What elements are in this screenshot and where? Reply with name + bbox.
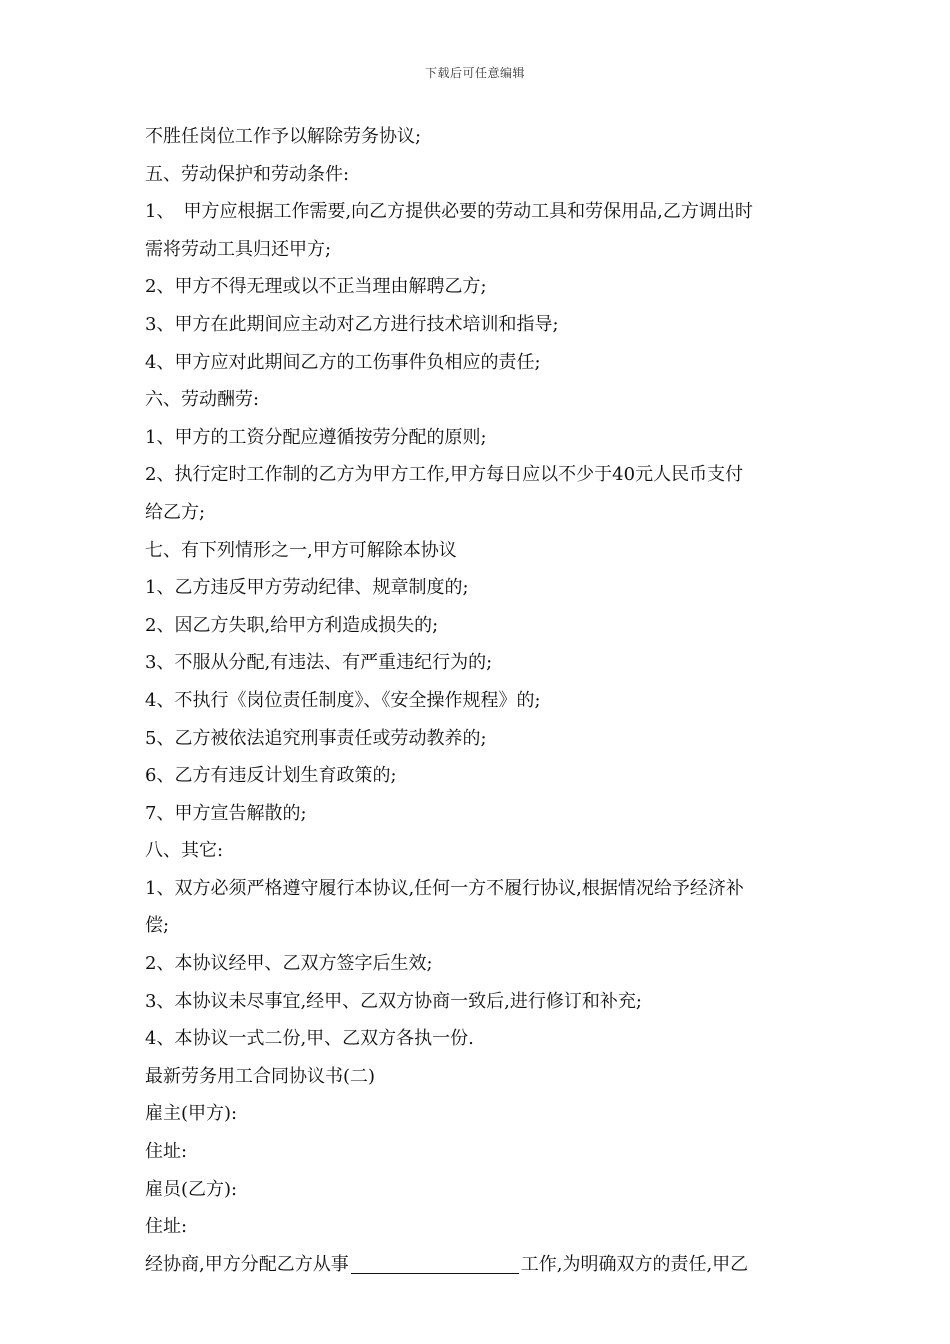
- text-line: 2、因乙方失职,给甲方利造成损失的;: [145, 614, 439, 636]
- page-header: 下载后可任意编辑: [424, 66, 525, 80]
- text-line: 5、乙方被依法追究刑事责任或劳动教养的;: [145, 727, 487, 749]
- text-line: 偿;: [145, 915, 170, 937]
- fill-in-blank: [351, 1255, 519, 1274]
- text-line: 3、本协议未尽事宜,经甲、乙双方协商一致后,进行修订和补充;: [145, 990, 642, 1012]
- section-heading: 八、其它:: [145, 840, 224, 862]
- text-line: 4、不执行《岗位责任制度》、《安全操作规程》的;: [145, 689, 541, 711]
- text-line: 7、甲方宣告解散的;: [145, 802, 307, 824]
- text-line: 1、 甲方应根据工作需要,向乙方提供必要的劳动工具和劳保用品,乙方调出时: [145, 201, 753, 223]
- employee-address-field: 住址:: [145, 1216, 188, 1238]
- text-line: 6、乙方有违反计划生育政策的;: [145, 765, 397, 787]
- section-heading: 五、劳动保护和劳动条件:: [145, 163, 350, 185]
- section-heading: 六、劳动酬劳:: [145, 389, 260, 411]
- text-line: 1、甲方的工资分配应遵循按劳分配的原则;: [145, 426, 487, 448]
- text-fragment: 经协商,甲方分配乙方从事: [145, 1253, 349, 1275]
- text-line: 4、甲方应对此期间乙方的工伤事件负相应的责任;: [145, 351, 541, 373]
- employer-field: 雇主(甲方):: [145, 1103, 238, 1125]
- text-line: 4、本协议一式二份,甲、乙双方各执一份.: [145, 1028, 474, 1050]
- document-title: 最新劳务用工合同协议书(二): [145, 1065, 376, 1087]
- text-line: 3、不服从分配,有违法、有严重违纪行为的;: [145, 652, 493, 674]
- text-line: 1、双方必须严格遵守履行本协议,任何一方不履行协议,根据情况给予经济补: [145, 877, 744, 899]
- text-line: 2、本协议经甲、乙双方签字后生效;: [145, 953, 433, 975]
- text-line: 2、甲方不得无理或以不正当理由解聘乙方;: [145, 276, 487, 298]
- text-line: 不胜任岗位工作予以解除劳务协议;: [145, 126, 422, 147]
- employee-field: 雇员(乙方):: [145, 1178, 238, 1200]
- text-line: 2、执行定时工作制的乙方为甲方工作,甲方每日应以不少于40元人民币支付: [145, 464, 744, 486]
- text-line: 1、乙方违反甲方劳动纪律、规章制度的;: [145, 577, 469, 599]
- document-body: [145, 118, 810, 1283]
- text-line: 需将劳动工具归还甲方;: [145, 238, 332, 260]
- text-line: 3、甲方在此期间应主动对乙方进行技术培训和指导;: [145, 313, 559, 335]
- text-fragment: 工作,为明确双方的责任,甲乙: [520, 1253, 749, 1275]
- text-line: [145, 1246, 810, 1284]
- section-heading: 七、有下列情形之一,甲方可解除本协议: [145, 539, 457, 561]
- employer-address-field: 住址:: [145, 1141, 188, 1163]
- text-line: 给乙方;: [145, 501, 206, 523]
